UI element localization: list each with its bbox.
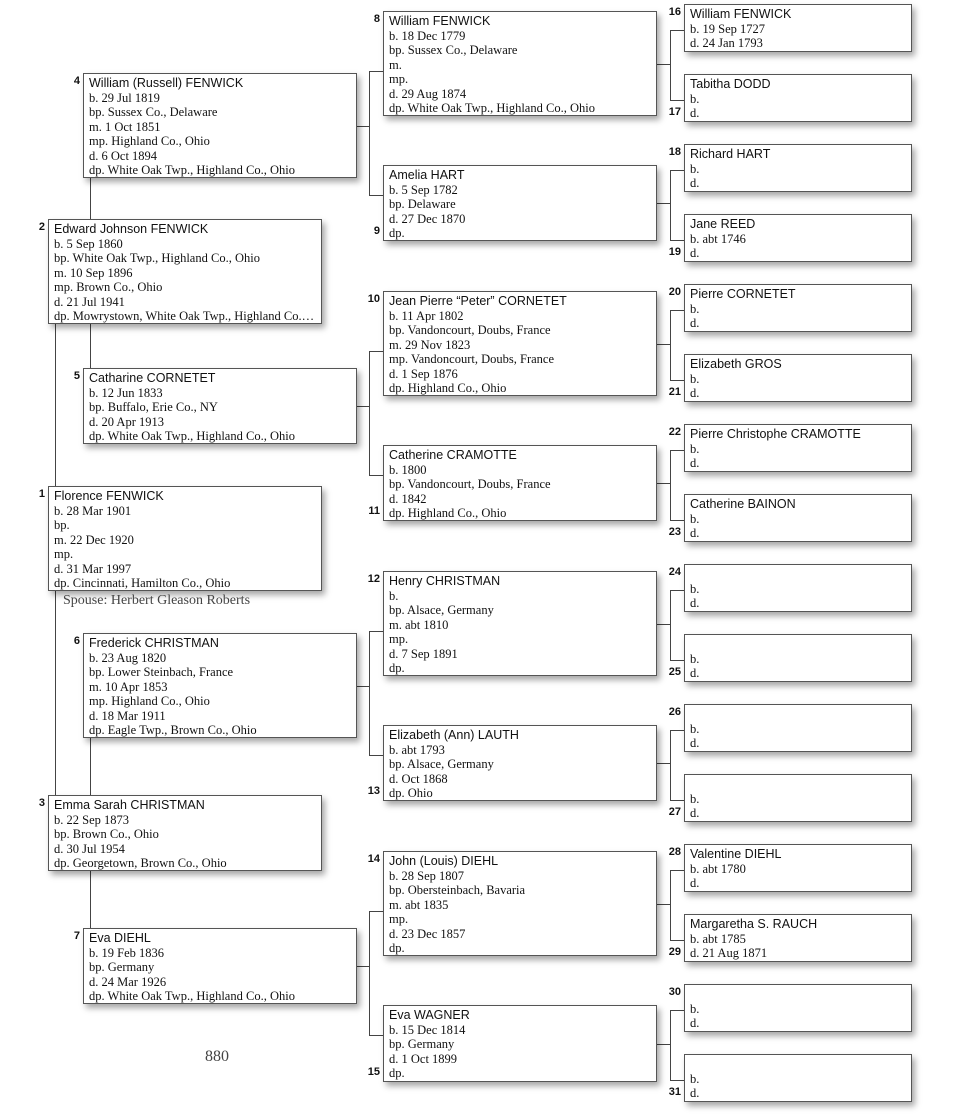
person-box-20[interactable] xyxy=(684,284,912,332)
person-detail: d. 1 Oct 1899 xyxy=(389,1051,458,1066)
person-detail: mp. Vandoncourt, Doubs, France xyxy=(389,352,555,367)
person-box-24[interactable] xyxy=(684,564,912,612)
person-detail: d. xyxy=(690,456,700,471)
connector-13-27 xyxy=(670,800,684,801)
person-name: Elizabeth (Ann) LAUTH xyxy=(389,728,519,742)
person-detail: d. xyxy=(690,876,700,891)
person-detail: b. xyxy=(690,722,700,736)
person-box-8[interactable] xyxy=(383,11,657,116)
spouse-label: Spouse: Herbert Gleason Roberts xyxy=(63,593,251,608)
person-detail: b. abt 1793 xyxy=(389,743,445,757)
person-detail: bp. xyxy=(54,518,70,533)
connector-15-31 xyxy=(670,1080,684,1081)
connector-5-10 xyxy=(369,351,383,352)
person-box-27[interactable] xyxy=(684,774,912,822)
person-detail: d. 7 Sep 1891 xyxy=(389,646,458,661)
person-detail: dp. xyxy=(389,661,405,676)
person-detail: b. xyxy=(690,792,700,806)
connector-bracket-4 xyxy=(369,71,370,195)
ahnentafel-number: 29 xyxy=(668,946,681,958)
person-detail: mp. xyxy=(389,912,409,927)
connector-10 xyxy=(657,344,670,345)
person-box-4[interactable] xyxy=(83,73,357,178)
person-detail: mp. Highland Co., Ohio xyxy=(89,134,210,149)
person-detail: d. xyxy=(690,736,700,751)
person-name: John (Louis) DIEHL xyxy=(389,854,499,868)
person-detail: d. xyxy=(690,246,700,261)
person-detail: b. 18 Dec 1779 xyxy=(389,29,466,43)
person-box-5[interactable] xyxy=(83,368,357,444)
person-detail: bp. Alsace, Germany xyxy=(389,603,494,618)
person-detail: b. 29 Jul 1819 xyxy=(89,91,160,105)
person-detail: d. 6 Oct 1894 xyxy=(89,148,158,163)
person-detail: b. 28 Sep 1807 xyxy=(389,869,464,883)
person-detail: d. 21 Aug 1871 xyxy=(690,946,768,961)
person-detail: dp. White Oak Twp., Highland Co., Ohio xyxy=(89,429,295,444)
person-name: Eva WAGNER xyxy=(389,1008,470,1022)
person-name: Pierre Christophe CRAMOTTE xyxy=(690,427,861,441)
connector-15-30 xyxy=(670,1010,684,1011)
person-detail: b. 23 Aug 1820 xyxy=(89,651,167,665)
connector-11-22 xyxy=(670,450,684,451)
person-detail: b. abt 1746 xyxy=(690,232,746,246)
ahnentafel-number: 2 xyxy=(38,221,45,233)
person-name xyxy=(690,1057,911,1072)
person-detail: b. 22 Sep 1873 xyxy=(54,813,129,827)
person-detail: b. xyxy=(690,442,700,456)
person-name: Eva DIEHL xyxy=(89,931,151,945)
person-detail: m. abt 1810 xyxy=(389,617,449,632)
person-box-3[interactable] xyxy=(48,795,322,871)
person-detail: d. 20 Apr 1913 xyxy=(89,414,164,429)
person-box-19[interactable] xyxy=(684,214,912,262)
person-name xyxy=(690,637,911,652)
person-detail: d. 18 Mar 1911 xyxy=(89,708,166,723)
connector-10-20 xyxy=(670,310,684,311)
person-detail: d. xyxy=(690,1016,700,1031)
person-detail: d. 30 Jul 1954 xyxy=(54,841,125,856)
connector-8-16 xyxy=(670,30,684,31)
connector-bracket-10 xyxy=(670,310,671,380)
person-name: Henry CHRISTMAN xyxy=(389,574,501,588)
person-box-1[interactable] xyxy=(48,486,322,591)
person-detail: b. xyxy=(690,92,700,106)
ahnentafel-number: 28 xyxy=(668,846,681,858)
connector-5-11 xyxy=(369,475,383,476)
person-name: Jean Pierre “Peter” CORNETET xyxy=(389,294,567,308)
person-box-29[interactable] xyxy=(684,914,912,962)
person-box-9[interactable] xyxy=(383,165,657,241)
person-detail: d. 23 Dec 1857 xyxy=(389,926,466,941)
person-detail: b. xyxy=(690,582,700,596)
person-box-25[interactable] xyxy=(684,634,912,682)
ahnentafel-number: 1 xyxy=(38,488,45,500)
ahnentafel-number: 27 xyxy=(668,806,681,818)
person-detail: b. xyxy=(690,1072,700,1086)
person-detail: d. xyxy=(690,666,700,681)
ahnentafel-number: 23 xyxy=(668,526,681,538)
person-detail: b. xyxy=(690,652,700,666)
ahnentafel-number: 30 xyxy=(668,986,681,998)
person-box-26[interactable] xyxy=(684,704,912,752)
person-detail: m. 22 Dec 1920 xyxy=(54,532,134,547)
ahnentafel-number: 22 xyxy=(668,426,681,438)
person-detail: b. xyxy=(690,512,700,526)
connector-14-28 xyxy=(670,870,684,871)
connector-9 xyxy=(657,203,670,204)
person-detail: bp. Lower Steinbach, France xyxy=(89,665,234,680)
person-detail: mp. xyxy=(54,547,74,562)
person-box-6[interactable] xyxy=(83,633,357,738)
person-detail: bp. Obersteinbach, Bavaria xyxy=(389,883,526,898)
ahnentafel-number: 26 xyxy=(668,706,681,718)
person-name: Frederick CHRISTMAN xyxy=(89,636,219,650)
person-detail: m. abt 1835 xyxy=(389,897,449,912)
person-box-30[interactable] xyxy=(684,984,912,1032)
person-detail: dp. xyxy=(389,1066,405,1081)
connector-bracket-15 xyxy=(670,1010,671,1080)
connector-4-8 xyxy=(369,71,383,72)
person-name: Jane REED xyxy=(690,217,756,231)
page-number: 880 xyxy=(205,1048,229,1065)
person-detail: dp. White Oak Twp., Highland Co., Ohio xyxy=(89,163,295,178)
person-detail: mp. Brown Co., Ohio xyxy=(54,280,163,295)
connector-bracket-12 xyxy=(670,590,671,660)
person-detail: dp. Mowrystown, White Oak Twp., Highland Co.… xyxy=(54,309,315,324)
ahnentafel-number: 13 xyxy=(367,785,380,797)
person-detail: dp. Eagle Twp., Brown Co., Ohio xyxy=(89,723,257,738)
person-detail: d. 24 Jan 1793 xyxy=(690,36,763,51)
connector-10-21 xyxy=(670,380,684,381)
person-detail: d. 21 Jul 1941 xyxy=(54,294,125,309)
person-detail: d. xyxy=(690,176,700,191)
person-detail: m. 10 Sep 1896 xyxy=(54,265,133,280)
connector-11 xyxy=(657,483,670,484)
person-detail: bp. White Oak Twp., Highland Co., Ohio xyxy=(54,251,260,266)
person-detail: mp. Highland Co., Ohio xyxy=(89,694,210,709)
connector-bracket-9 xyxy=(670,170,671,240)
person-box-16[interactable] xyxy=(684,4,912,52)
connector-6-13 xyxy=(369,755,383,756)
person-detail: dp. Ohio xyxy=(389,786,433,801)
person-box-10[interactable] xyxy=(383,291,657,396)
person-box-22[interactable] xyxy=(684,424,912,472)
person-detail: d. xyxy=(690,1086,700,1101)
connector-4-9 xyxy=(369,195,383,196)
connector-bracket-6 xyxy=(369,631,370,755)
person-name xyxy=(690,777,911,792)
connector-9-19 xyxy=(670,240,684,241)
person-detail: dp. xyxy=(389,941,405,956)
connector-6-12 xyxy=(369,631,383,632)
ahnentafel-number: 6 xyxy=(73,635,80,647)
person-detail: m. xyxy=(389,57,402,72)
connector-12 xyxy=(657,624,670,625)
person-name: William (Russell) FENWICK xyxy=(89,76,244,90)
person-box-18[interactable] xyxy=(684,144,912,192)
ahnentafel-number: 7 xyxy=(73,930,80,942)
ahnentafel-number: 3 xyxy=(38,797,45,809)
connector-7-14 xyxy=(369,911,383,912)
person-detail: b. 5 Sep 1782 xyxy=(389,183,458,197)
person-detail: b. xyxy=(690,372,700,386)
person-box-11[interactable] xyxy=(383,445,657,521)
ahnentafel-number: 17 xyxy=(668,106,681,118)
connector-12-24 xyxy=(670,590,684,591)
connector-12-25 xyxy=(670,660,684,661)
connector-14 xyxy=(657,904,670,905)
person-detail: m. 29 Nov 1823 xyxy=(389,337,471,352)
person-detail: d. xyxy=(690,596,700,611)
person-box-15[interactable] xyxy=(383,1005,657,1082)
ahnentafel-number: 9 xyxy=(373,225,380,237)
person-detail: b. 5 Sep 1860 xyxy=(54,237,123,251)
person-name: Catherine CRAMOTTE xyxy=(389,448,517,462)
person-detail: b. xyxy=(389,589,399,603)
person-detail: dp. Cincinnati, Hamilton Co., Ohio xyxy=(54,576,231,591)
person-detail: b. xyxy=(690,162,700,176)
person-detail: b. 19 Feb 1836 xyxy=(89,946,164,960)
person-detail: b. 28 Mar 1901 xyxy=(54,504,132,518)
ahnentafel-number: 12 xyxy=(367,573,380,585)
ahnentafel-number: 19 xyxy=(668,246,681,258)
ahnentafel-number: 25 xyxy=(668,666,681,678)
ahnentafel-number: 21 xyxy=(668,386,681,398)
ahnentafel-number: 5 xyxy=(73,370,80,382)
connector-8-17 xyxy=(670,100,684,101)
connector-15 xyxy=(657,1044,670,1045)
connector-11-23 xyxy=(670,520,684,521)
person-box-14[interactable] xyxy=(383,851,657,956)
connector-bracket-7 xyxy=(369,911,370,1035)
ahnentafel-number: 11 xyxy=(368,505,380,517)
person-name: Pierre CORNETET xyxy=(690,287,796,301)
person-name xyxy=(690,567,911,582)
person-detail: b. 12 Jun 1833 xyxy=(89,386,163,400)
person-detail: bp. Brown Co., Ohio xyxy=(54,827,159,842)
person-detail: dp. White Oak Twp., Highland Co., Ohio xyxy=(89,989,295,1004)
person-detail: b. 1800 xyxy=(389,463,427,477)
person-detail: bp. Vandoncourt, Doubs, France xyxy=(389,323,551,338)
person-name: Edward Johnson FENWICK xyxy=(54,222,209,236)
person-box-28[interactable] xyxy=(684,844,912,892)
person-name xyxy=(690,987,911,1002)
connector-bracket-13 xyxy=(670,730,671,800)
connector-7-15 xyxy=(369,1035,383,1036)
person-name: Catharine CORNETET xyxy=(89,371,216,385)
person-detail: d. xyxy=(690,526,700,541)
person-name: Valentine DIEHL xyxy=(690,847,782,861)
connector-13-26 xyxy=(670,730,684,731)
ahnentafel-number: 14 xyxy=(367,853,380,865)
person-detail: bp. Delaware xyxy=(389,197,456,212)
connector-8 xyxy=(657,64,670,65)
connector-bracket-5 xyxy=(369,351,370,475)
person-box-2[interactable] xyxy=(48,219,322,324)
person-detail: bp. Germany xyxy=(89,960,155,975)
person-detail: dp. xyxy=(389,226,405,241)
person-detail: dp. Highland Co., Ohio xyxy=(389,381,507,396)
ahnentafel-number: 4 xyxy=(73,75,80,87)
person-detail: b. 11 Apr 1802 xyxy=(389,309,464,323)
person-box-12[interactable] xyxy=(383,571,657,676)
person-detail: bp. Buffalo, Erie Co., NY xyxy=(89,400,218,415)
person-detail: bp. Alsace, Germany xyxy=(389,757,494,772)
person-name: William FENWICK xyxy=(690,7,792,21)
connector-3-7 xyxy=(90,871,91,928)
person-detail: mp. xyxy=(389,632,409,647)
person-box-23[interactable] xyxy=(684,494,912,542)
person-detail: d. 27 Dec 1870 xyxy=(389,211,466,226)
person-box-7[interactable] xyxy=(83,928,357,1004)
person-detail: b. xyxy=(690,302,700,316)
person-detail: dp. White Oak Twp., Highland Co., Ohio xyxy=(389,101,595,116)
person-detail: d. 24 Mar 1926 xyxy=(89,974,167,989)
person-detail: b. 19 Sep 1727 xyxy=(690,22,765,36)
person-detail: dp. Georgetown, Brown Co., Ohio xyxy=(54,856,227,871)
person-detail: d. xyxy=(690,386,700,401)
person-detail: d. xyxy=(690,806,700,821)
person-detail: d. Oct 1868 xyxy=(389,771,448,786)
person-detail: mp. xyxy=(389,72,409,87)
ahnentafel-number: 16 xyxy=(668,6,681,18)
ahnentafel-number: 18 xyxy=(668,146,681,158)
connector-2-4 xyxy=(90,178,91,219)
person-detail: b. abt 1780 xyxy=(690,862,746,876)
person-box-21[interactable] xyxy=(684,354,912,402)
connector-14-29 xyxy=(670,940,684,941)
connector-2-5 xyxy=(90,324,91,368)
person-detail: bp. Vandoncourt, Doubs, France xyxy=(389,477,551,492)
connector-bracket-8 xyxy=(670,30,671,100)
person-detail: d. 1842 xyxy=(389,491,427,506)
ahnentafel-number: 24 xyxy=(668,566,681,578)
person-detail: b. xyxy=(690,1002,700,1016)
ahnentafel-number: 31 xyxy=(668,1086,681,1098)
person-name: Amelia HART xyxy=(389,168,465,182)
person-detail: m. 10 Apr 1853 xyxy=(89,679,168,694)
connector-13 xyxy=(657,763,670,764)
ahnentafel-number: 20 xyxy=(668,286,681,298)
person-detail: d. 1 Sep 1876 xyxy=(389,366,458,381)
person-detail: b. 15 Dec 1814 xyxy=(389,1023,466,1037)
ahnentafel-number: 8 xyxy=(373,13,380,25)
connector-bracket-14 xyxy=(670,870,671,940)
person-detail: d. xyxy=(690,316,700,331)
person-box-13[interactable] xyxy=(383,725,657,801)
connector-9-18 xyxy=(670,170,684,171)
person-detail: d. xyxy=(690,106,700,121)
person-name: Richard HART xyxy=(690,147,771,161)
person-name: Elizabeth GROS xyxy=(690,357,782,371)
person-detail: bp. Sussex Co., Delaware xyxy=(389,43,518,58)
person-detail: m. 1 Oct 1851 xyxy=(89,119,161,134)
ahnentafel-number: 10 xyxy=(367,293,380,305)
ahnentafel-number: 15 xyxy=(367,1066,380,1078)
person-box-17[interactable] xyxy=(684,74,912,122)
person-name: Emma Sarah CHRISTMAN xyxy=(54,798,205,812)
person-detail: bp. Germany xyxy=(389,1037,455,1052)
person-box-31[interactable] xyxy=(684,1054,912,1102)
connector-3-6 xyxy=(90,738,91,795)
person-detail: d. 29 Aug 1874 xyxy=(389,86,467,101)
person-detail: b. abt 1785 xyxy=(690,932,746,946)
person-name: Catherine BAINON xyxy=(690,497,796,511)
person-name: William FENWICK xyxy=(389,14,491,28)
person-detail: bp. Sussex Co., Delaware xyxy=(89,105,218,120)
person-detail: d. 31 Mar 1997 xyxy=(54,561,132,576)
person-name xyxy=(690,707,911,722)
connector-bracket-11 xyxy=(670,450,671,520)
person-name: Tabitha DODD xyxy=(690,77,771,91)
person-name: Margaretha S. RAUCH xyxy=(690,917,818,931)
person-name: Florence FENWICK xyxy=(54,489,164,503)
person-detail: dp. Highland Co., Ohio xyxy=(389,506,507,521)
